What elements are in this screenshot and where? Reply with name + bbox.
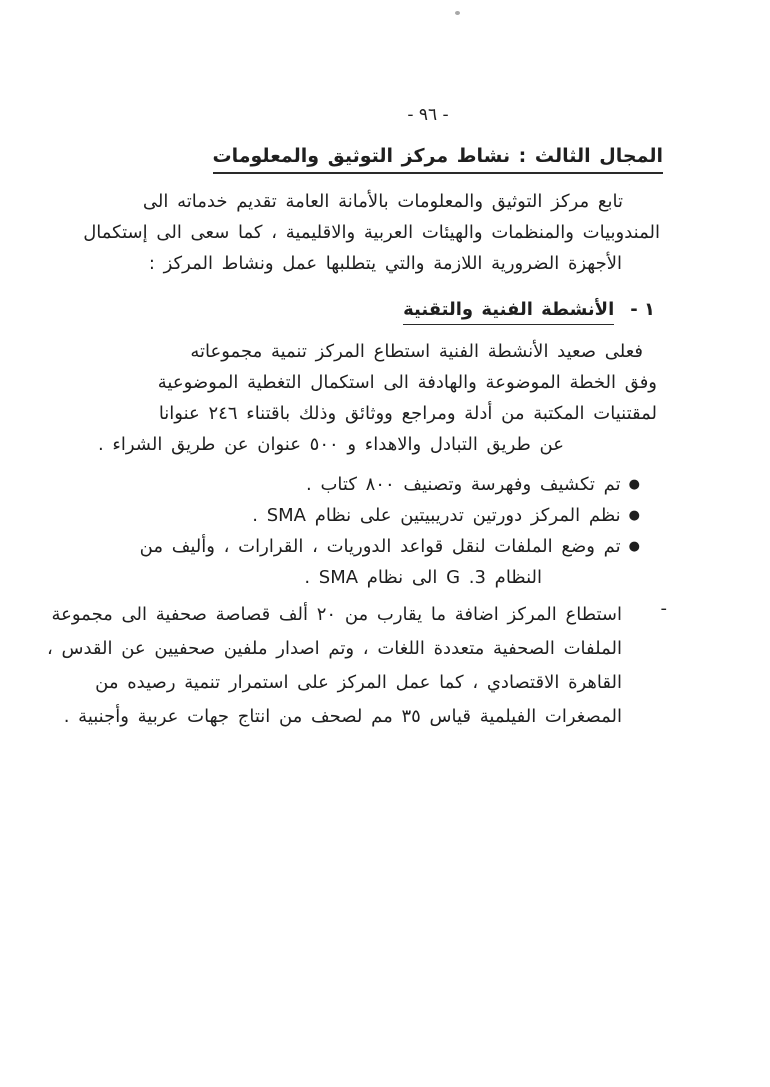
section-number: ١ -	[630, 299, 655, 320]
list-item	[100, 531, 640, 593]
text-line: الملفات الصحفية متعددة اللغات ، وتم اصدار ملفين صحفيين عن القدس ،	[46, 638, 622, 659]
text-line: لمقتنيات المكتبة من أدلة ومراجع ووثائق وذلك باقتناء ٢٤٦ عنوانا	[158, 403, 657, 424]
text-line: الأجهزة الضرورية اللازمة والتي يتطلبها عمل ونشاط المركز :	[148, 253, 622, 274]
text-line: المندوبيات والمنظمات والهيئات العربية والاقليمية ، كما سعى الى إستكمال	[83, 222, 660, 243]
bullet-text: تم وضع الملفات لنقل قواعد الدوريات ، القرارات ، وأليف من	[139, 536, 621, 557]
bullet-icon: ●	[628, 539, 640, 554]
document-title	[213, 145, 663, 167]
bullet-text: تم تكشيف وفهرسة وتصنيف ٨٠٠ كتاب .	[306, 474, 621, 495]
list-item	[100, 469, 640, 500]
scan-artifact-dot	[455, 11, 460, 15]
section-heading-text: الأنشطة الفنية والتقنية	[403, 299, 614, 325]
text-line: المصغرات الفيلمية قياس ٣٥ مم لصحف من انتاج جهات عربية وأجنبية .	[63, 706, 622, 727]
text-line: وفق الخطة الموضوعة والهادفة الى استكمال التغطية الموضوعية	[157, 372, 657, 393]
page-number: - ٩٦ -	[407, 105, 449, 125]
text-line: تابع مركز التوثيق والمعلومات بالأمانة العامة تقديم خدماته الى	[142, 191, 623, 212]
text-line: استطاع المركز اضافة ما يقارب من ٢٠ ألف قصاصة صحفية الى مجموعة	[51, 604, 622, 625]
bullet-icon: ●	[628, 477, 640, 492]
intro-paragraph	[83, 186, 660, 279]
activities-paragraph	[97, 336, 657, 460]
bullet-text-continuation: النظام G .3 الى نظام SMA .	[304, 567, 542, 588]
text-line: فعلى صعيد الأنشطة الفنية استطاع المركز تنمية مجموعاته	[190, 341, 643, 362]
section-heading	[403, 299, 655, 320]
bullet-text: نظم المركز دورتين تدريبيتين على نظام SMA .	[252, 505, 621, 526]
dash-marker: -	[660, 598, 667, 619]
bullet-list	[100, 469, 640, 593]
list-item	[100, 500, 640, 531]
text-line: عن طريق التبادل والاهداء و ٥٠٠ عنوان عن طريق الشراء .	[97, 434, 564, 455]
page-title: المجال الثالث : نشاط مركز التوثيق والمعلومات	[213, 145, 663, 174]
bullet-icon: ●	[628, 508, 640, 523]
text-line: القاهرة الاقتصادي ، كما عمل المركز على استمرار تنمية رصيده من	[95, 672, 622, 693]
note-paragraph	[46, 598, 622, 734]
